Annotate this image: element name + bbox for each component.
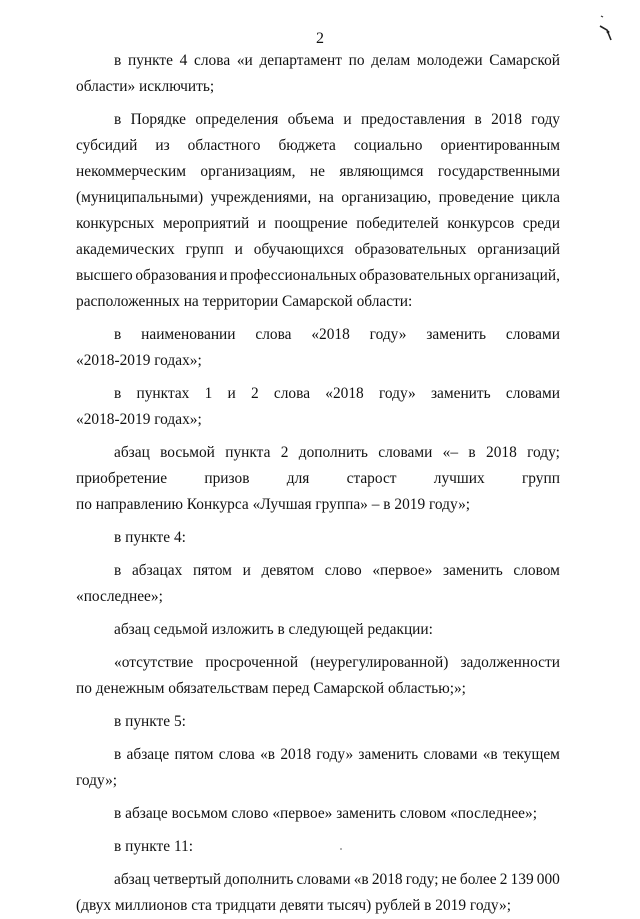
word: учреждениями, [210,189,312,206]
word: текущем [502,746,560,763]
word: организациям, [200,163,296,180]
paragraph [76,801,560,827]
word: «в [260,746,276,763]
word: и [343,111,352,128]
text-line [76,381,560,407]
word: мероприятий [162,215,250,232]
text-line [76,558,560,584]
word: и [219,267,228,284]
word: 2018 [486,444,517,461]
word: старост [346,470,397,487]
word: 2018 [280,746,312,763]
text-line [76,440,560,466]
text-line [76,237,560,263]
word: абзаце [126,746,170,763]
word: абзац [114,871,150,888]
text-line: абзац седьмой изложить в следующей редакции: [114,621,433,638]
word: организаций, [473,267,560,284]
word: государственными [437,163,560,180]
word: заменить [426,326,487,343]
word: в [114,111,122,128]
word: абзац [114,444,150,461]
paragraph [76,742,560,794]
word: «в [482,746,498,763]
word: более [459,871,497,888]
text-line [76,867,560,893]
word: году; [527,444,560,461]
word: году; [405,871,439,888]
word: пункте [127,52,173,69]
word: лучших [433,470,485,487]
text-line: области» исключить; [76,78,215,95]
paragraph [76,834,560,860]
word: 2 [499,871,508,888]
paragraph [76,107,560,315]
text-line [76,211,560,237]
paragraph [76,558,560,610]
word: «– [442,444,459,461]
word: году» [378,385,416,402]
text-line [76,159,560,185]
word: словами [423,746,478,763]
word: (неурегулированной) [310,654,449,671]
word: объема [287,111,335,128]
word: субсидий [76,137,138,154]
word: пятом [174,746,214,763]
paragraph [76,322,560,374]
word: Порядке [130,111,186,128]
word: словами [505,326,560,343]
word: конкурсов [447,215,515,232]
word: «в [353,871,369,888]
text-line: «2018-2019 годах»; [76,411,202,428]
word: и [242,562,251,579]
word: делам [371,52,411,69]
word: ориентированным [440,137,560,154]
word: в [474,111,482,128]
word: 2 [251,385,259,402]
word: и [227,385,236,402]
word: образования [135,267,217,284]
word: в [114,562,122,579]
text-line: «последнее»; [76,588,163,605]
text-line: по направлению Конкурса «Лучшая группа» – в 2019 году»; [76,496,471,513]
word: 1 [204,385,213,402]
word: академических [76,241,175,258]
word: слова [255,326,292,343]
scan-mark-icon [598,14,614,42]
word: просроченной [205,654,299,671]
word: не [309,163,325,180]
word: девятом [261,562,314,579]
word: задолженности [460,654,560,671]
word: не [441,871,457,888]
word: заменить [443,562,503,579]
word: в [114,746,122,763]
text-line: (двух миллионов ста тридцати девяти тысяч) рублей в 2019 году»; [76,897,511,914]
document-body [76,48,560,919]
word: обучающихся [253,241,344,258]
word: «и [236,52,253,69]
word: 2 [280,444,289,461]
text-line: расположенных на территории Самарской области: [76,293,413,310]
word: высшего [76,267,133,284]
word: профессиональных [229,267,357,284]
word: и [234,241,243,258]
word: восьмой [160,444,215,461]
word: цикла [521,189,560,206]
paragraph [76,650,560,702]
word: «первое» [372,562,433,579]
word: определения [195,111,279,128]
word: заменить [430,385,491,402]
paragraph [76,381,560,433]
word: году» [369,326,407,343]
word: организаций [477,241,560,258]
text-line: в абзаце восьмом слово «первое» заменить словом «последнее»; [114,805,537,822]
word: из [155,137,170,154]
word: Самарской [489,52,560,69]
word: департамент [259,52,342,69]
word: групп [185,241,224,258]
word: заменить [358,746,419,763]
word: году [531,111,560,128]
paragraph [76,525,560,551]
text-line: «2018-2019 годах»; [76,352,202,369]
word: проведение [438,189,514,206]
word: словами [296,871,351,888]
word: словом [513,562,560,579]
word: «2018 [325,385,364,402]
word: бюджета [278,137,336,154]
word: предоставления [360,111,466,128]
word: дополнить [224,871,294,888]
word: в [114,385,122,402]
word: некоммерческим [76,163,187,180]
text-line [76,185,560,211]
text-line: в пункте 11: [114,838,194,855]
text-line: по денежным обязательствам перед Самарской областью;»; [76,680,466,697]
word: 4 [179,52,188,69]
word: и [257,215,266,232]
word: для [286,470,310,487]
word: призов [204,470,250,487]
text-line [76,263,560,289]
paragraph [76,867,560,919]
word: году» [316,746,354,763]
word: 2018 [371,871,403,888]
word: на [318,189,334,206]
word: слова [218,746,255,763]
word: победителей [356,215,439,232]
word: «2018 [311,326,350,343]
word: молодежи [416,52,483,69]
word: групп [521,470,560,487]
word: 2018 [491,111,522,128]
word: пунктах [136,385,190,402]
word: слова [273,385,311,402]
word: в [468,444,476,461]
word: четвертый [152,871,222,888]
text-line [76,322,560,348]
text-line: году»; [76,772,118,789]
paragraph [76,440,560,518]
word: словами [505,385,560,402]
word: являющимся [339,163,424,180]
word: социально [353,137,423,154]
text-line: в пункте 5: [114,713,186,730]
text-line [76,107,560,133]
text-line [76,650,560,676]
word: 139 [510,871,534,888]
word: «отсутствие [114,654,194,671]
word: абзацах [131,562,183,579]
word: приобретение [76,470,168,487]
text-line [76,48,560,74]
word: образовательных [354,241,467,258]
word: поощрение [274,215,348,232]
word: словами [378,444,433,461]
word: пункта [225,444,271,461]
text-line [76,466,560,492]
paragraph [76,48,560,100]
text-line: в пункте 4: [114,529,186,546]
word: по [348,52,365,69]
word: организацию, [341,189,432,206]
scan-speck [340,848,342,850]
word: (муниципальными) [76,189,204,206]
word: 000 [536,871,560,888]
word: образовательных [359,267,471,284]
paragraph [76,617,560,643]
word: слова [194,52,231,69]
text-line [76,742,560,768]
text-line [76,133,560,159]
word: областного [187,137,261,154]
word: дополнить [298,444,368,461]
word: пятом [192,562,232,579]
word: конкурсных [76,215,155,232]
page-number: 2 [316,30,324,47]
word: наименовании [141,326,236,343]
word: среди [522,215,560,232]
paragraph [76,709,560,735]
word: слово [324,562,362,579]
word: в [114,52,122,69]
word: в [114,326,122,343]
